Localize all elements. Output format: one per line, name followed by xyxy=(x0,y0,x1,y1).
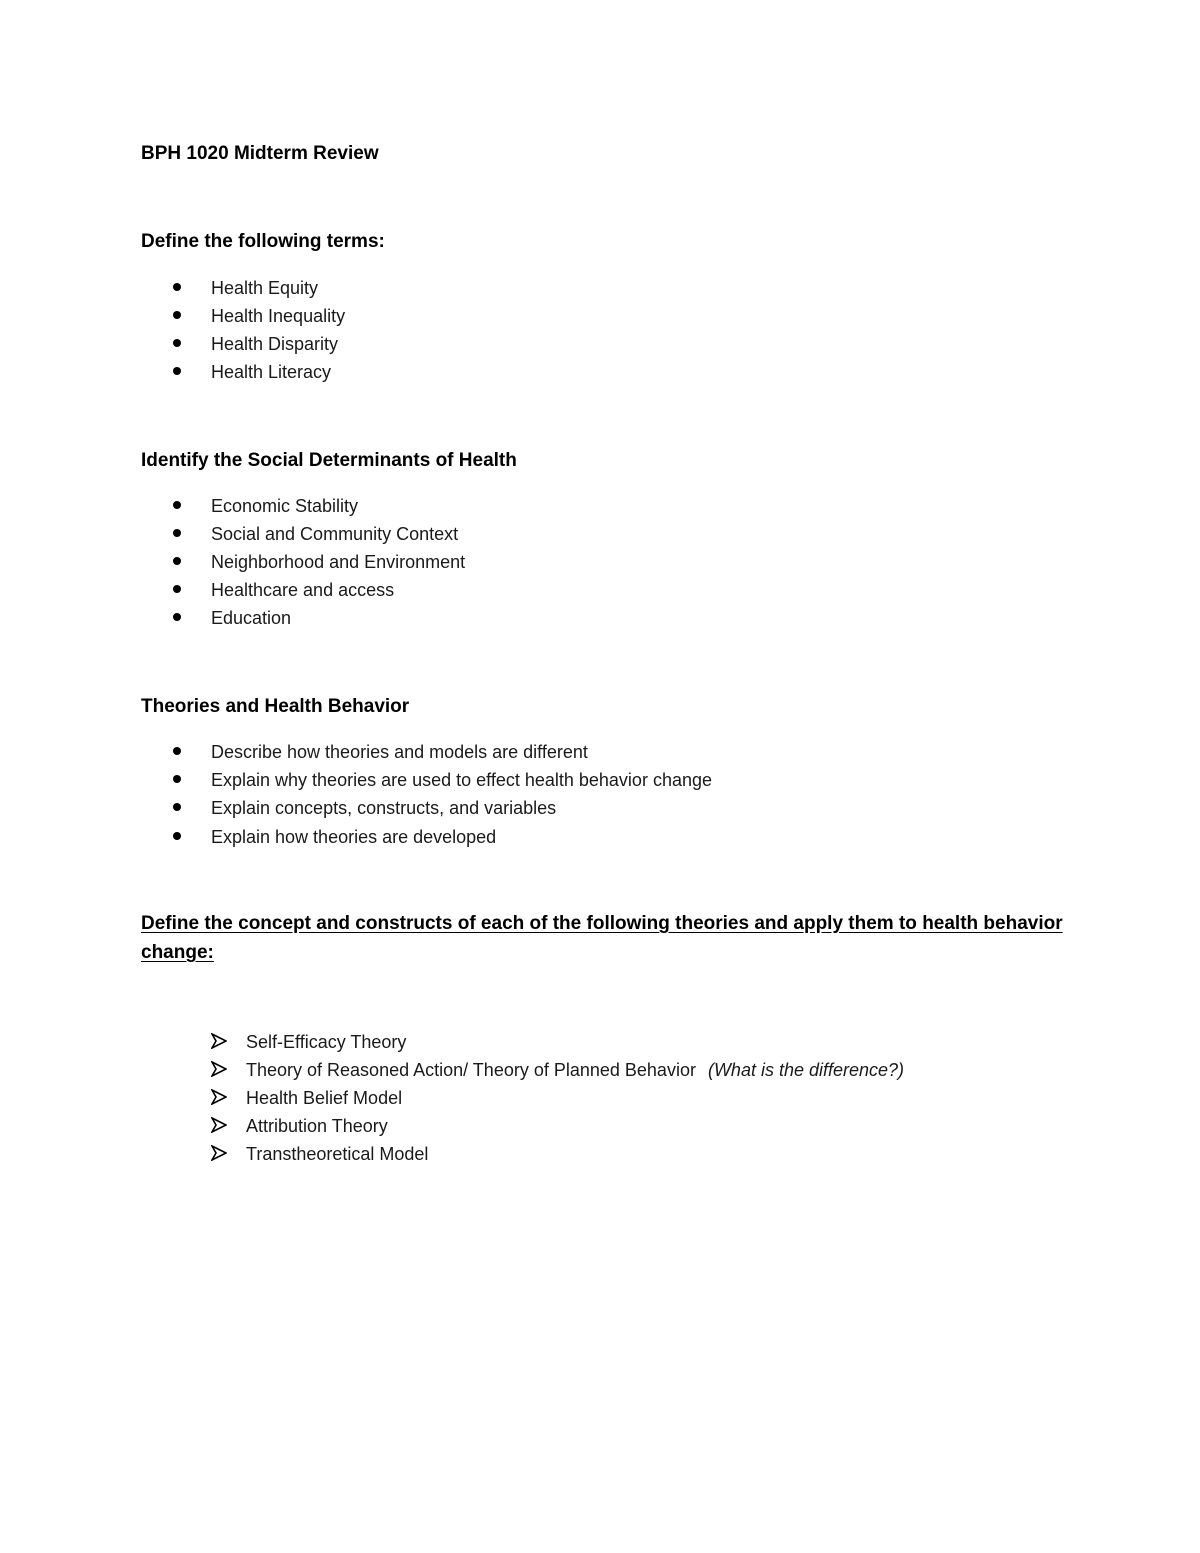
bullet-icon xyxy=(173,585,181,593)
bullet-icon xyxy=(173,557,181,565)
list-item: Theory of Reasoned Action/ Theory of Planned Behavior (What is the difference?) xyxy=(211,1058,904,1082)
list-item: Education xyxy=(173,606,291,630)
bullet-icon xyxy=(173,747,181,755)
arrow-bullet-icon xyxy=(211,1061,227,1077)
section-heading-apply-line2: change: xyxy=(141,942,214,963)
bullet-icon xyxy=(173,529,181,537)
list-item: Transtheoretical Model xyxy=(211,1142,428,1166)
list-item: Health Equity xyxy=(173,276,318,300)
arrow-bullet-icon xyxy=(211,1145,227,1161)
list-item: Social and Community Context xyxy=(173,522,458,546)
bullet-icon xyxy=(173,311,181,319)
list-item: Explain why theories are used to effect health behavior change xyxy=(173,768,712,792)
document-title: BPH 1020 Midterm Review xyxy=(141,143,379,164)
section-heading-apply-line1: Define the concept and constructs of each of the following theories and apply them to health behavior xyxy=(141,913,1063,934)
list-item: Health Belief Model xyxy=(211,1086,402,1110)
list-item: Explain how theories are developed xyxy=(173,825,496,849)
list-item: Health Literacy xyxy=(173,360,331,384)
bullet-icon xyxy=(173,283,181,291)
list-item: Attribution Theory xyxy=(211,1114,388,1138)
section-heading-determinants: Identify the Social Determinants of Health xyxy=(141,450,517,471)
list-item: Describe how theories and models are different xyxy=(173,740,588,764)
bullet-icon xyxy=(173,775,181,783)
list-item: Explain concepts, constructs, and variables xyxy=(173,796,556,820)
arrow-bullet-icon xyxy=(211,1117,227,1133)
item-note: (What is the difference?) xyxy=(707,1060,905,1080)
bullet-icon xyxy=(173,613,181,621)
list-item: Economic Stability xyxy=(173,494,358,518)
list-item: Health Inequality xyxy=(173,304,345,328)
arrow-bullet-icon xyxy=(211,1089,227,1105)
arrow-bullet-icon xyxy=(211,1033,227,1049)
bullet-icon xyxy=(173,803,181,811)
section-heading-theories: Theories and Health Behavior xyxy=(141,696,410,717)
bullet-icon xyxy=(173,367,181,375)
section-heading-terms: Define the following terms: xyxy=(141,231,385,252)
list-item: Self-Efficacy Theory xyxy=(211,1030,406,1054)
list-item: Neighborhood and Environment xyxy=(173,550,465,574)
bullet-icon xyxy=(173,339,181,347)
bullet-icon xyxy=(173,501,181,509)
list-item: Healthcare and access xyxy=(173,578,394,602)
bullet-icon xyxy=(173,832,181,840)
list-item: Health Disparity xyxy=(173,332,338,356)
